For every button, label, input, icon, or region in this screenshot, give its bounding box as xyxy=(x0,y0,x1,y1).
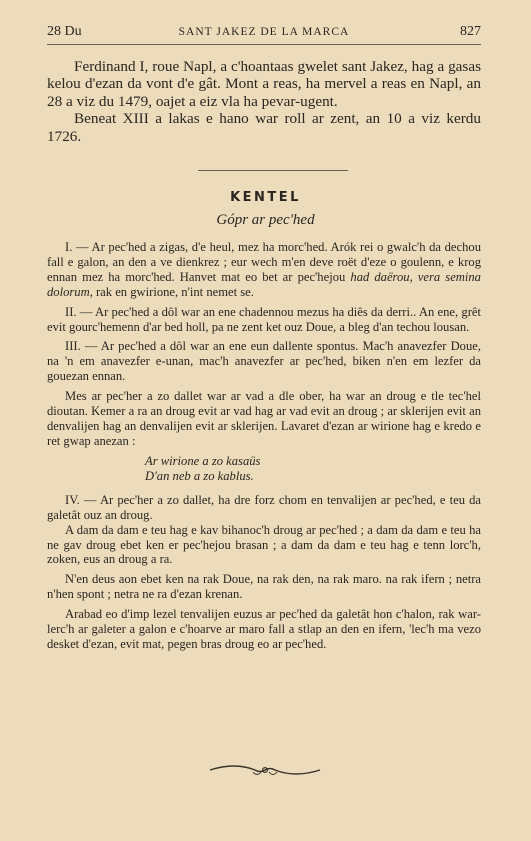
ornament-icon xyxy=(205,760,325,780)
page-number: 827 xyxy=(460,24,481,39)
paragraph-7: N'en deus aon ebet ken na rak Doue, na rak den, na rak maro. na rak ifern ; netra n'hen spont ; netra ne ra d'ezan krenan. xyxy=(47,572,481,602)
lesson-body xyxy=(47,240,481,657)
section-subheading: Gópr ar pec'hed xyxy=(216,212,315,228)
section-divider xyxy=(198,170,348,171)
header-title: SANT JAKEZ DE LA MARCA xyxy=(178,26,350,38)
header-date: 28 Du xyxy=(47,24,82,39)
paragraph-8: Arabad eo d'imp lezel tenvalijen euzus ar pec'hed da galetât hon c'halon, rak war-lerc'h ar galeter a galon e c'hoarve ar maro fall a stlap an den en ifern, 'lec'h ma vezo desket d'ezan, evit mat, pegen bras droug eo ar pec'hed. xyxy=(47,607,481,651)
intro-paragraph-1: Ferdinand I, roue Napl, a c'hoantaas gwelet sant Jakez, hag a gasas kelou d'ezan da vont d'e gât. Mont a reas, ha mervel a reas en Napl, an 28 a viz du 1479, oajet a eiz vla ha pevar-ugent. xyxy=(47,58,481,110)
paragraph-3: III. — Ar pec'hed a dôl war an ene eun dallente spontus. Mac'h anavezfer Doue, na 'n em anavezfer e-unan, mac'h anavezfer ar pec'hed, biken n'en em lezfer da gouezan ennan. xyxy=(47,339,481,384)
verse-line-2: D'an neb a zo kablus. xyxy=(145,468,254,483)
verse-quote xyxy=(47,454,481,484)
paragraph-6: A dam da dam e teu hag e kav bihanoc'h droug ar pec'hed ; a dam da dam e teu ha ne gav droug ebet ken er pec'hejou brasan ; a dam da dam e teu hag e tenn lorc'h, zoken, eus an droug a ra. xyxy=(47,522,481,567)
intro-paragraph-2: Beneat XIII a lakas e hano war roll ar zent, an 10 a viz kerdu 1726. xyxy=(47,110,481,145)
paragraph-5: IV. — Ar pec'her a zo dallet, ha dre forz chom en tenvalijen ar pec'hed, e teu da galetât ouz an droug. xyxy=(47,492,481,522)
intro-text xyxy=(47,58,481,145)
paragraph-1-end: , rak en gwirione, n'int nemet se. xyxy=(89,284,254,299)
paragraph-4: Mes ar pec'her a zo dallet war ar vad a dle ober, ha war an droug e tle tec'hel dioutan. Kemer a ra an droug evit ar vad hag ar vad evit an droug ; ar sklerijen evit an denvalijen hag an denvalijen evit ar sklerijen. Lavaret d'ezan ar wirione hag e kredo e ret gwap anezan : xyxy=(47,389,481,448)
latin-quote: had daërou, vera semina dolorum xyxy=(47,269,481,299)
paragraph-2: II. — Ar pec'hed a dôl war an ene chadennou mezus ha diês da derri.. An ene, grêt evit gourc'hemenn d'ar bed holl, pa ne zent ket ouz Doue, a bleg d'an techou lousan. xyxy=(47,304,481,334)
running-header xyxy=(47,24,481,42)
paragraph-1 xyxy=(47,240,481,300)
paragraph-1-text: I. — Ar pec'hed a zigas, d'e heul, mez ha morc'hed. Arók rei o gwalc'h da dechou fall e galon, an den a ve dienkrez ; eur wech m'en deve roët d'eze o goulenn, e krog ennan mez ha morc'hed. Hanvet mat eo bet ar pec'hejou xyxy=(47,240,481,284)
header-rule xyxy=(47,44,481,45)
verse-line-1: Ar wirione a zo kasaüs xyxy=(145,453,261,468)
section-heading: KENTEL xyxy=(230,190,301,205)
